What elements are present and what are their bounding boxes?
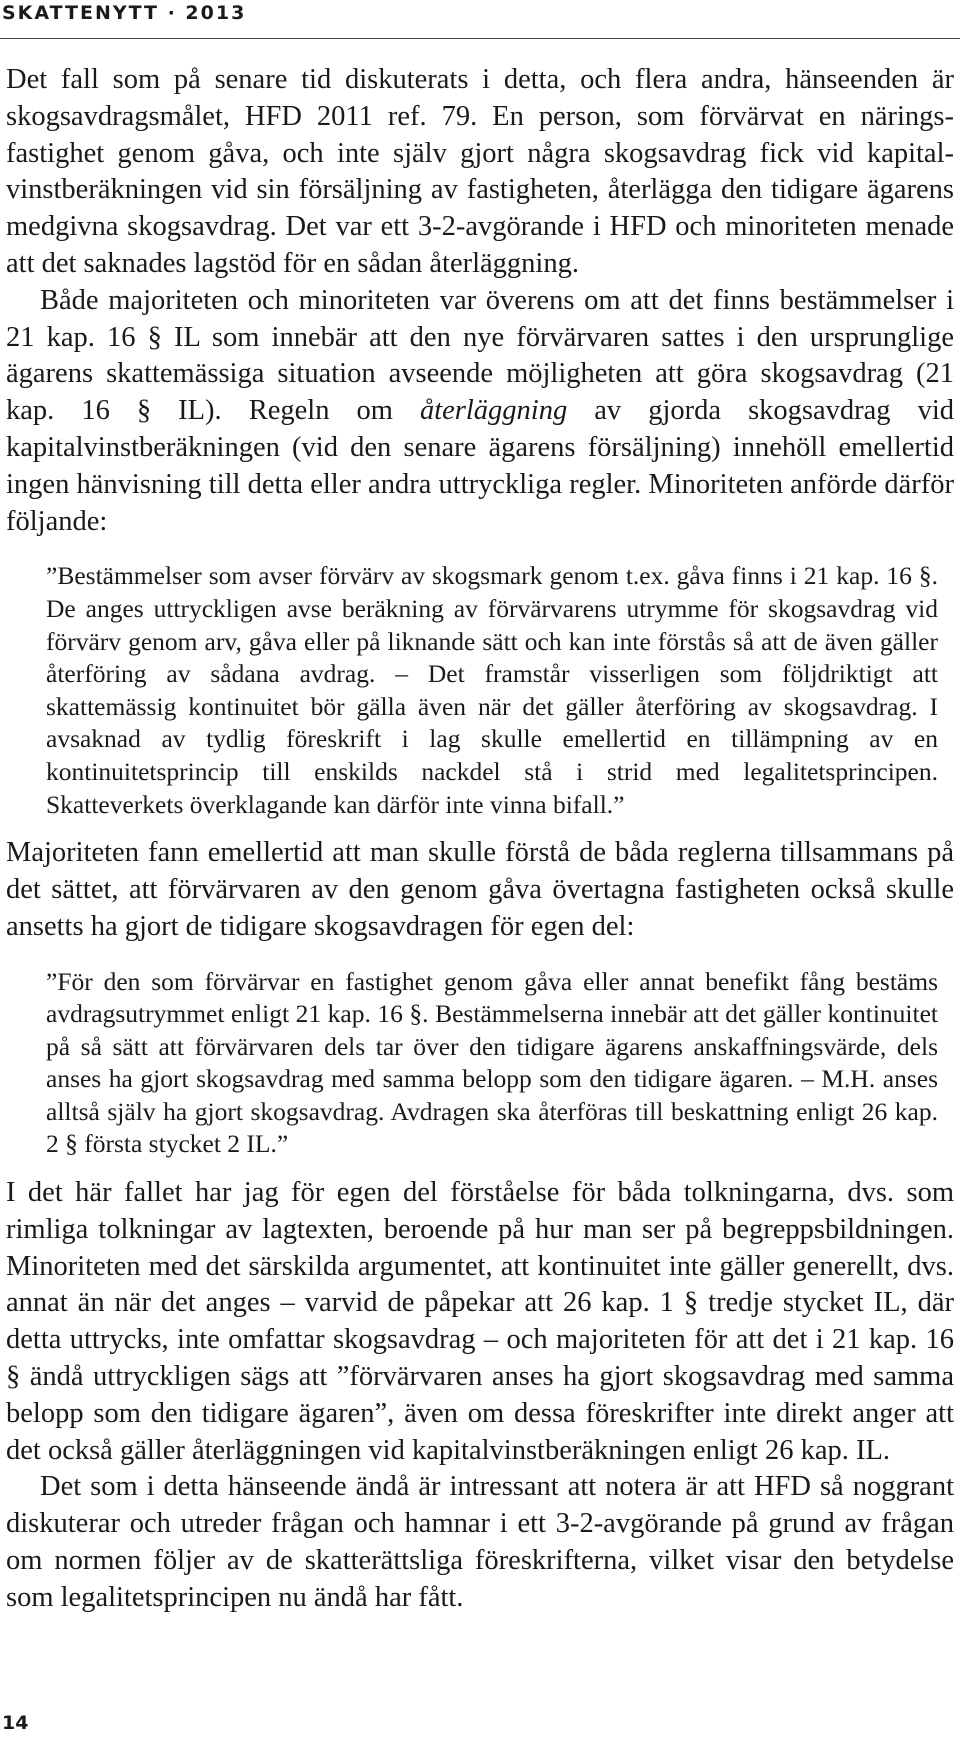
paragraph-4: I det här fallet har jag för egen del förståelse för båda tolkningarna, dvs. som rimliga tolkningar av lagtexten, beroende på hur man ser på begreppsbildningen. Minoriteten med det särskilda argumentet, att kontinuitet inte gäller generellt, dvs. annat än när det anges – varvid de påpekar att 26 kap. 1 § tredje stycket IL, där detta uttrycks, inte omfattar skogsavdrag – och majoriteten för att det i 21 kap. 16 § ändå uttryckligen sägs att ”förvärvaren anses ha gjort skogsavdrag med samma belopp som den tidigare ägaren”, även om dessa föreskrifter inte direkt anger att det också gäller återläggningen vid kapitalvinstberäkningen enligt 26 kap. IL. xyxy=(6,1177,954,1466)
paragraph-1: Det fall som på senare tid diskuterats i detta, och flera andra, hänseenden är skogsavdragsmålet, HFD 2011 ref. 79. En person, som förvärvat en näringsfastighet genom gåva, och inte själv gjort några skogsavdrag fick vid kapitalvinstberäkningen vid sin försäljning av fastigheten, återlägga den tidigare ägarens medgivna skogsavdrag. Det var ett 3-2-avgörande i HFD och minoriteten menade att det saknades lagstöd för en sådan återläggning. xyxy=(6,64,954,279)
paragraph-2-text-b: av gjorda skogsavdrag vid kapitalvinstberäkningen (vid den senare ägarens försäljning) innehöll emellertid ingen hänvisning till detta eller andra uttryckliga regler. Minoriteten anförde därför följande: xyxy=(6,395,954,537)
article-body xyxy=(6,62,954,1617)
emphasis-aterlaggning: återläggning xyxy=(419,395,568,427)
running-header: SKATTENYTT · 2013 xyxy=(2,2,247,24)
paragraph-2-text-a: Både majoriteten och minoriteten var överens om att det finns bestämmelser i 21 kap. 16 § IL som innebär att den nye förvärvaren sattes i den ursprunglige ägarens skattemässiga situation avseende möjligheten att göra skogsavdrag (21 kap. 16 § IL). Regeln om xyxy=(6,284,954,427)
block-quote-minority: ”Bestämmelser som avser förvärv av skogsmark genom t.ex. gåva finns i 21 kap. 16 §. De anges uttryckligen avse beräkning av förvärvarens utrymme för skogsavdrag vid förvärv genom arv, gåva eller på liknande sätt och kan inte förstås så att de även gäller återföring av sådana avdrag. – Det framstår visserligen som följdriktigt att skattemässig kontinuitet bör gälla även när det gäller återföring av skogsavdrag. I avsaknad av tydlig föreskrift i lag skulle emellertid en tillämpning av en kontinuitetsprincip till enskilds nackdel stå i strid med legalitetsprincipen. Skatteverkets överklagande kan därför inte vinna bifall.” xyxy=(46,561,938,819)
header-rule xyxy=(0,38,960,39)
paragraph-5: Det som i detta hänseende ändå är intressant att notera är att HFD så noggrant diskuterar och utreder frågan och hamnar i ett 3-2-avgörande på grund av frågan om normen följer av de skatterättsliga föreskrifterna, vilket visar den betydelse som legalitetsprincipen nu ändå har fått. xyxy=(6,1471,954,1613)
paragraph-2 xyxy=(6,283,954,541)
page-number: 14 xyxy=(2,1712,29,1734)
paragraph-3: Majoriteten fann emellertid att man skulle förstå de båda reglerna tillsammans på det sättet, att förvärvaren av den genom gåva övertagna fastigheten också skulle ansetts ha gjort de tidigare skogsavdragen för egen del: xyxy=(6,837,954,942)
block-quote-majority: ”För den som förvärvar en fastighet genom gåva eller annat benefikt fång bestäms avdragsutrymmet enligt 21 kap. 16 §. Bestämmelserna innebär att det gäller kontinuitet på så sätt att förvärvaren dels tar över den tidigare ägarens anskaffningsvärde, dels anses ha gjort skogsavdrag med samma belopp som den tidigare ägaren. – M.H. anses alltså själv ha gjort skogsavdrag. Avdragen ska återföras till beskattning enligt 26 kap. 2 § första stycket 2 IL.” xyxy=(46,966,938,1159)
